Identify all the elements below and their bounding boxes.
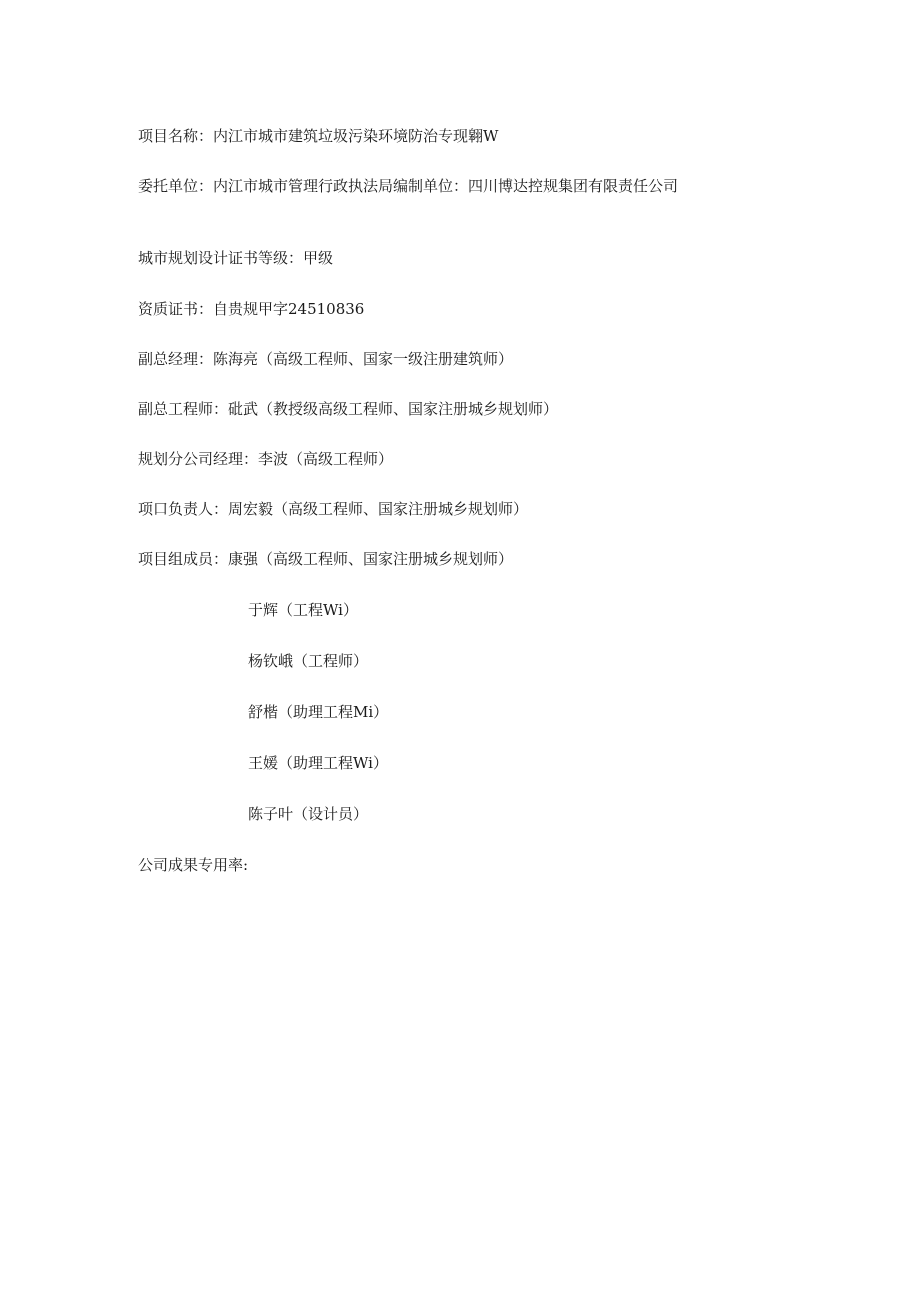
team-member: 陈子叶（设计员） [248, 805, 369, 823]
branch-manager-line: 规划分公司经理：李波（高级工程师） [138, 450, 394, 468]
qualification-certificate-line: 资质证书：自贵规甲字24510836 [138, 300, 365, 318]
team-member: 于辉（工程Wi） [248, 601, 358, 619]
deputy-chief-engineer-line: 副总工程师：砒武（教授级高级工程师、国家注册城乡规划师） [138, 400, 559, 418]
team-members-line: 项目组成员：康强（高级工程师、国家注册城乡规划师） [138, 550, 514, 568]
team-member: 王媛（助理工程Wi） [248, 754, 388, 772]
company-seal-line: 公司成果专用率: [138, 856, 249, 874]
client-compiler-line: 委托单位：内江市城市管理行政执法局编制单位：四川博达控规集团有限责任公司 [138, 177, 679, 195]
team-member: 杨钦峨（工程师） [248, 652, 369, 670]
certificate-grade-line: 城市规划设计证书等级：甲级 [138, 249, 334, 267]
team-member: 舒楷（助理工程Mi） [248, 703, 389, 721]
project-name-line: 项目名称：内江市城市建筑垃圾污染环境防治专现翱W [138, 127, 499, 145]
project-leader-line: 项口负责人：周宏毅（高级工程师、国家注册城乡规划师） [138, 500, 529, 518]
deputy-general-manager-line: 副总经理：陈海亮（高级工程师、国家一级注册建筑师） [138, 350, 514, 368]
